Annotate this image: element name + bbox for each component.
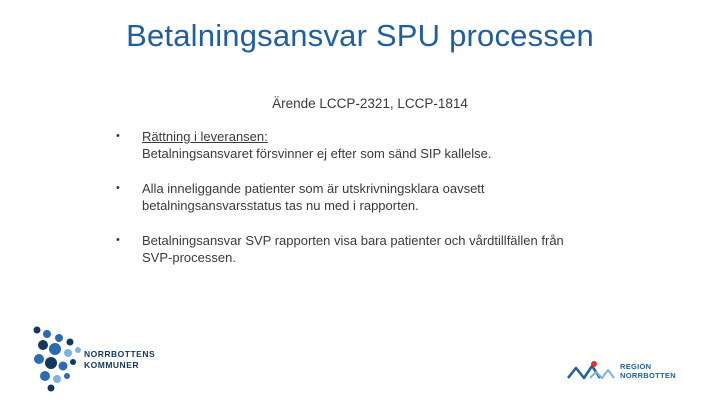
logo-right-line2: NORRBOTTEN: [620, 371, 676, 380]
slide-title: Betalningsansvar SPU processen: [126, 18, 594, 53]
bullet-text: [142, 180, 682, 214]
logo-right-text: [620, 362, 676, 380]
bullet-line: SVP-processen.: [142, 250, 236, 265]
logo-left-text: [84, 349, 155, 371]
bullet-text: [142, 128, 682, 162]
logo-right-line1: REGION: [620, 362, 652, 371]
logo-left-line1: NORRBOTTENS: [84, 349, 156, 359]
region-emblem-icon: [566, 360, 616, 382]
bullet-line: Betalningsansvaret försvinner ej efter som sänd SIP kallelse.: [142, 146, 492, 161]
region-norrbotten-logo: [566, 360, 676, 387]
bullet-line: Alla inneliggande patienter som är utskrivningsklara oavsett: [142, 181, 485, 196]
bullet-line: Betalningsansvar SVP rapporten visa bara patienter och vårdtillfällen från: [142, 233, 564, 248]
slide-subtitle: Ärende LCCP-2321, LCCP-1814: [272, 96, 468, 111]
bullet-text: [142, 232, 682, 266]
bullet-marker: •: [116, 234, 120, 246]
bullet-heading: Rättning i leveransen:: [142, 129, 268, 144]
bullet-marker: •: [116, 130, 120, 142]
bullet-line: betalningsansvarsstatus tas nu med i rapporten.: [142, 198, 419, 213]
bullet-marker: •: [116, 182, 120, 194]
logo-left-line2: KOMMUNER: [84, 360, 139, 370]
norrbottens-kommuner-logo: [32, 326, 182, 397]
